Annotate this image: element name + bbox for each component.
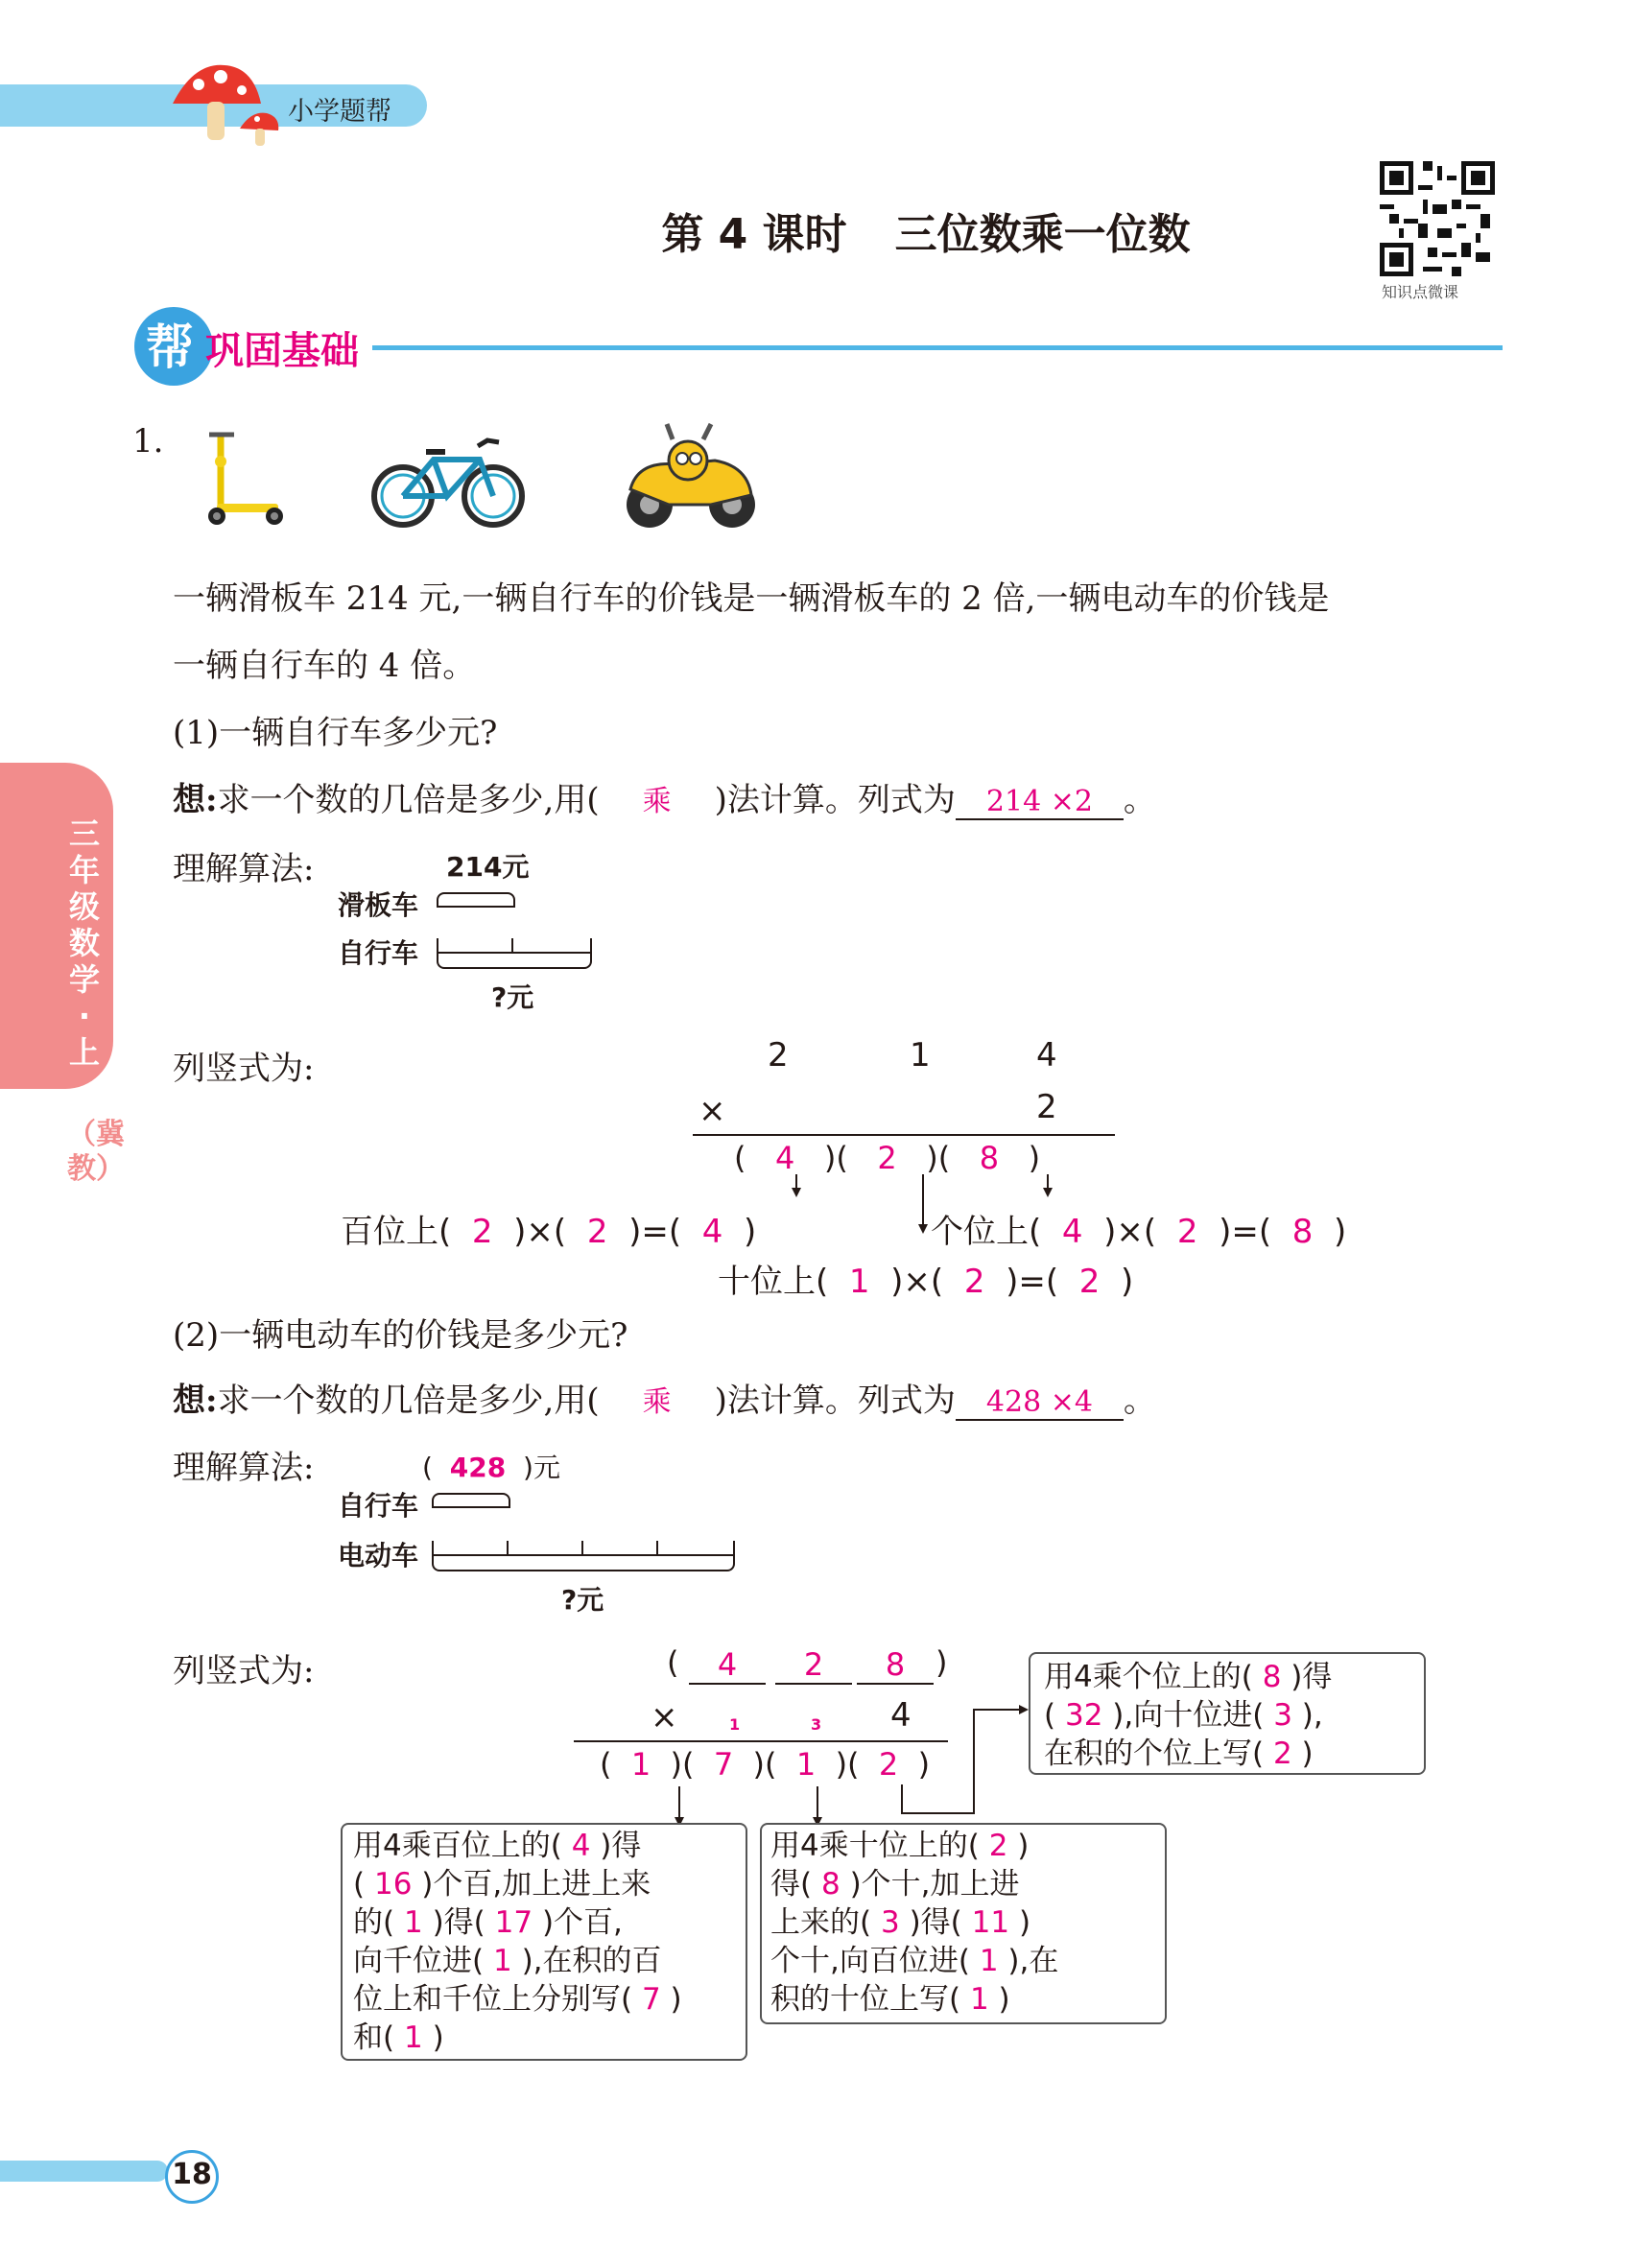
explain-hundreds-eq: )=( (628, 1213, 682, 1251)
v2-times-sign: × (651, 1698, 678, 1736)
think-text-pre: 求一个数的几倍是多少,用( (217, 781, 600, 819)
v1-result-hundreds: 4 (775, 1140, 795, 1176)
section-divider (372, 345, 1503, 350)
diagram2-top-open: ( (422, 1452, 433, 1483)
v2-result-ones: 2 (878, 1746, 899, 1783)
explain-ones-b: 2 (1176, 1213, 1198, 1251)
explain-ones-a: 4 (1061, 1213, 1083, 1251)
diagram2-row2-label: 电动车 (338, 1540, 419, 1571)
think-text-end: 。 (1123, 1382, 1156, 1420)
box-tens-l2a: 得( (770, 1867, 813, 1902)
explain-tens-a: 1 (848, 1263, 870, 1301)
box-hundreds-l3-answer: 1 (403, 1905, 423, 1940)
box-ones-l3a: 在积的个位上写( (1044, 1736, 1265, 1771)
explain-ones-eq: )=( (1219, 1213, 1272, 1251)
box-ones-l2b: ),向十位进( (1112, 1698, 1265, 1733)
explain-hundreds-end: ) (744, 1213, 757, 1251)
diagram2-bottom-label: ?元 (561, 1584, 604, 1616)
v2-carry-hundreds: 1 (729, 1715, 741, 1734)
diagram2-top-answer: 428 (449, 1452, 507, 1483)
box-tens-l1a: 用4乘十位上的( (770, 1829, 980, 1863)
think-text-mid: )法计算。列式为 (714, 1382, 956, 1420)
lesson-number: 第 4 课时 (661, 210, 847, 259)
v2-result: ( 1 )( 7 )( 1 )( 2 ) (600, 1746, 931, 1783)
diagram1-bar2-tick (511, 938, 513, 952)
box-hundreds-l4b: ),在积的百 (521, 1944, 662, 1978)
box-hundreds-l2b: )个百,加上进上来 (421, 1867, 651, 1902)
v1-top-digit-ones: 4 (1036, 1036, 1057, 1075)
qr-caption: 知识点微课 (1382, 283, 1459, 301)
explain-hundreds-a: 2 (471, 1213, 493, 1251)
v2-top-open: ( (667, 1644, 679, 1681)
mushroom-logo-icon (165, 58, 280, 149)
think-operation-answer: 乘 (642, 1385, 672, 1419)
box-tens-l5b: ) (998, 1982, 1010, 2017)
box-hundreds-l4a: 向千位进( (353, 1944, 485, 1978)
expression-answer: 214 ×2 (956, 785, 1124, 820)
electric-motorbike-icon (619, 422, 758, 539)
side-tab-edition: （冀教） (67, 1118, 125, 1186)
box-tens-l1-answer: 2 (988, 1829, 1008, 1863)
bicycle-icon (367, 427, 530, 528)
explain-hundreds (341, 1205, 756, 1252)
diagram2-bar2-tick3 (656, 1541, 658, 1554)
box-tens-l3a: 上来的( (770, 1905, 872, 1940)
box-tens-l2b: )个十,加上进 (849, 1867, 1020, 1902)
v2-top-hundreds: 4 (689, 1646, 766, 1685)
explanation-box-hundreds-text (353, 1827, 742, 2057)
box-tens-l4-answer: 1 (979, 1944, 999, 1978)
box-hundreds-l5-answer: 7 (641, 1982, 661, 2017)
explain-hundreds-times: )×( (513, 1213, 567, 1251)
diagram2-brace-bottom (432, 1556, 735, 1571)
box-tens-l4b: ),在 (1007, 1944, 1059, 1978)
diagram2-bar2 (432, 1541, 735, 1556)
think-label: 想: (173, 1382, 218, 1420)
box-tens-l5a: 积的十位上写( (770, 1982, 961, 2017)
question-stem-line1: 一辆滑板车 214 元,一辆自行车的价钱是一辆滑板车的 2 倍,一辆电动车的价钱是 (173, 579, 1330, 618)
box-tens-l3-answer: 3 (880, 1905, 900, 1940)
box-hundreds-l6a: 和( (353, 2020, 395, 2055)
box-hundreds-l3c: )个百, (541, 1905, 623, 1940)
explain-ones-times: )×( (1103, 1213, 1157, 1251)
think-operation-answer: 乘 (642, 785, 672, 818)
scooter-icon (200, 427, 286, 528)
explain-ones (931, 1205, 1346, 1252)
v2-top-ones: 8 (857, 1646, 934, 1685)
box-tens-l1b: ) (1017, 1829, 1030, 1863)
think-text-end: 。 (1123, 781, 1156, 819)
diagram1-bottom-label: ?元 (491, 981, 534, 1013)
box-hundreds-l3b: )得( (432, 1905, 485, 1940)
box-hundreds-l1b: )得 (600, 1829, 642, 1863)
box-tens-l5-answer: 1 (969, 1982, 989, 2017)
v1-times-sign: × (699, 1092, 726, 1130)
box-hundreds-l2a: ( (353, 1867, 366, 1902)
box-hundreds-l2-answer: 16 (373, 1867, 413, 1902)
diagram2-bar1-base (432, 1506, 510, 1508)
part2-question: (2)一辆电动车的价钱是多少元? (173, 1316, 628, 1355)
diagram2-top-close: )元 (523, 1452, 560, 1483)
v1-top-digit-tens: 1 (910, 1036, 931, 1075)
box-hundreds-l1a: 用4乘百位上的( (353, 1829, 562, 1863)
box-ones-l2a: ( (1044, 1698, 1056, 1733)
v1-top-digit-hundreds: 2 (768, 1036, 789, 1075)
explain-tens-c: 2 (1078, 1263, 1101, 1301)
question-number: 1. (132, 422, 164, 461)
box-hundreds-l4-answer: 1 (492, 1944, 512, 1978)
part1-think (173, 773, 1156, 820)
diagram1-bar1-base (437, 906, 515, 908)
v1-rule (693, 1134, 1115, 1136)
explanation-box-ones-text (1044, 1658, 1428, 1773)
v1-result-ones: 8 (979, 1140, 1000, 1176)
diagram2-bar2-tick2 (581, 1541, 583, 1554)
explain-tens-eq: )=( (1006, 1263, 1059, 1301)
expression-answer: 428 ×4 (956, 1385, 1124, 1421)
diagram1-brace-bottom (437, 954, 592, 969)
box-tens-l2-answer: 8 (820, 1867, 841, 1902)
explain-tens-pre: 十位上( (718, 1263, 829, 1301)
diagram1-top-value: 214元 (446, 851, 530, 883)
box-hundreds-l6b: ) (432, 2020, 444, 2055)
part1-understand-label: 理解算法: (173, 850, 315, 888)
box-ones-l3b: ) (1301, 1736, 1314, 1771)
box-hundreds-l5b: ) (670, 1982, 682, 2017)
box-hundreds-l6-answer: 1 (403, 2020, 423, 2055)
explain-ones-c: 8 (1291, 1213, 1314, 1251)
v2-result-tens: 1 (795, 1746, 817, 1783)
explain-hundreds-c: 4 (701, 1213, 723, 1251)
v1-multiplier: 2 (1036, 1088, 1057, 1126)
part2-understand-label: 理解算法: (173, 1449, 315, 1487)
box-hundreds-l5a: 位上和千位上分别写( (353, 1982, 633, 2017)
box-ones-l3-answer: 2 (1272, 1736, 1292, 1771)
v2-top-tens: 2 (775, 1646, 852, 1685)
v2-multiplier: 4 (890, 1696, 912, 1735)
v2-top-close: ) (935, 1644, 948, 1681)
brand-name: 小学题帮 (288, 97, 391, 127)
diagram2-row1-label: 自行车 (338, 1490, 419, 1522)
v1-result: ( 4 )( 2 )( 8 ) (734, 1140, 1041, 1176)
part1-vertical-label: 列竖式为: (173, 1050, 315, 1088)
v1-result-tens: 2 (877, 1140, 897, 1176)
think-text-pre: 求一个数的几倍是多少,用( (217, 1382, 600, 1420)
lesson-topic: 三位数乘一位数 (894, 210, 1191, 259)
explain-tens-b: 2 (963, 1263, 985, 1301)
box-ones-l1-answer: 8 (1262, 1660, 1282, 1694)
explain-tens-end: ) (1121, 1263, 1134, 1301)
v2-connector-arrows (662, 1698, 1036, 1832)
section-badge-text: 帮 (146, 319, 194, 375)
explain-ones-pre: 个位上( (931, 1213, 1042, 1251)
page-number: 18 (172, 2158, 212, 2191)
box-tens-l3-answer2: 11 (971, 1905, 1010, 1940)
explain-tens (718, 1255, 1133, 1302)
explain-tens-times: )×( (890, 1263, 944, 1301)
box-tens-l4a: 个十,向百位进( (770, 1944, 970, 1978)
box-tens-l3b: )得( (909, 1905, 962, 1940)
v2-result-hundreds: 7 (713, 1746, 734, 1783)
think-text-mid: )法计算。列式为 (714, 781, 956, 819)
part2-vertical-label: 列竖式为: (173, 1652, 315, 1690)
box-ones-l2-answer2: 3 (1273, 1698, 1292, 1733)
box-ones-l2-answer: 32 (1064, 1698, 1103, 1733)
box-ones-l1a: 用4乘个位上的( (1044, 1660, 1253, 1694)
box-ones-l2c: ), (1301, 1698, 1323, 1733)
side-tab-grade: 三年级数学·上 (68, 815, 100, 1071)
question-stem-line2: 一辆自行车的 4 倍。 (173, 647, 476, 685)
explain-hundreds-pre: 百位上( (341, 1213, 452, 1251)
part1-question: (1)一辆自行车多少元? (173, 714, 498, 752)
qr-code-icon[interactable] (1380, 161, 1495, 276)
footer-bar (0, 2161, 168, 2182)
diagram1-row2-label: 自行车 (338, 937, 419, 969)
explain-ones-end: ) (1334, 1213, 1347, 1251)
diagram2-bar2-tick1 (507, 1541, 509, 1554)
diagram1-bar2 (437, 938, 592, 954)
diagram2-top-value (422, 1447, 560, 1485)
box-hundreds-l3-answer2: 17 (494, 1905, 533, 1940)
part2-think (173, 1374, 1156, 1421)
v2-carry-tens: 3 (811, 1715, 822, 1734)
diagram1-row1-label: 滑板车 (338, 889, 419, 921)
box-hundreds-l3a: 的( (353, 1905, 395, 1940)
section-title: 巩固基础 (205, 329, 359, 373)
box-ones-l1b: )得 (1291, 1660, 1333, 1694)
v2-result-thousands: 1 (630, 1746, 651, 1783)
explanation-box-tens-text (770, 1827, 1159, 2019)
box-tens-l3c: ) (1018, 1905, 1031, 1940)
box-hundreds-l1-answer: 4 (571, 1829, 591, 1863)
think-label: 想: (173, 781, 218, 819)
explain-hundreds-b: 2 (586, 1213, 608, 1251)
